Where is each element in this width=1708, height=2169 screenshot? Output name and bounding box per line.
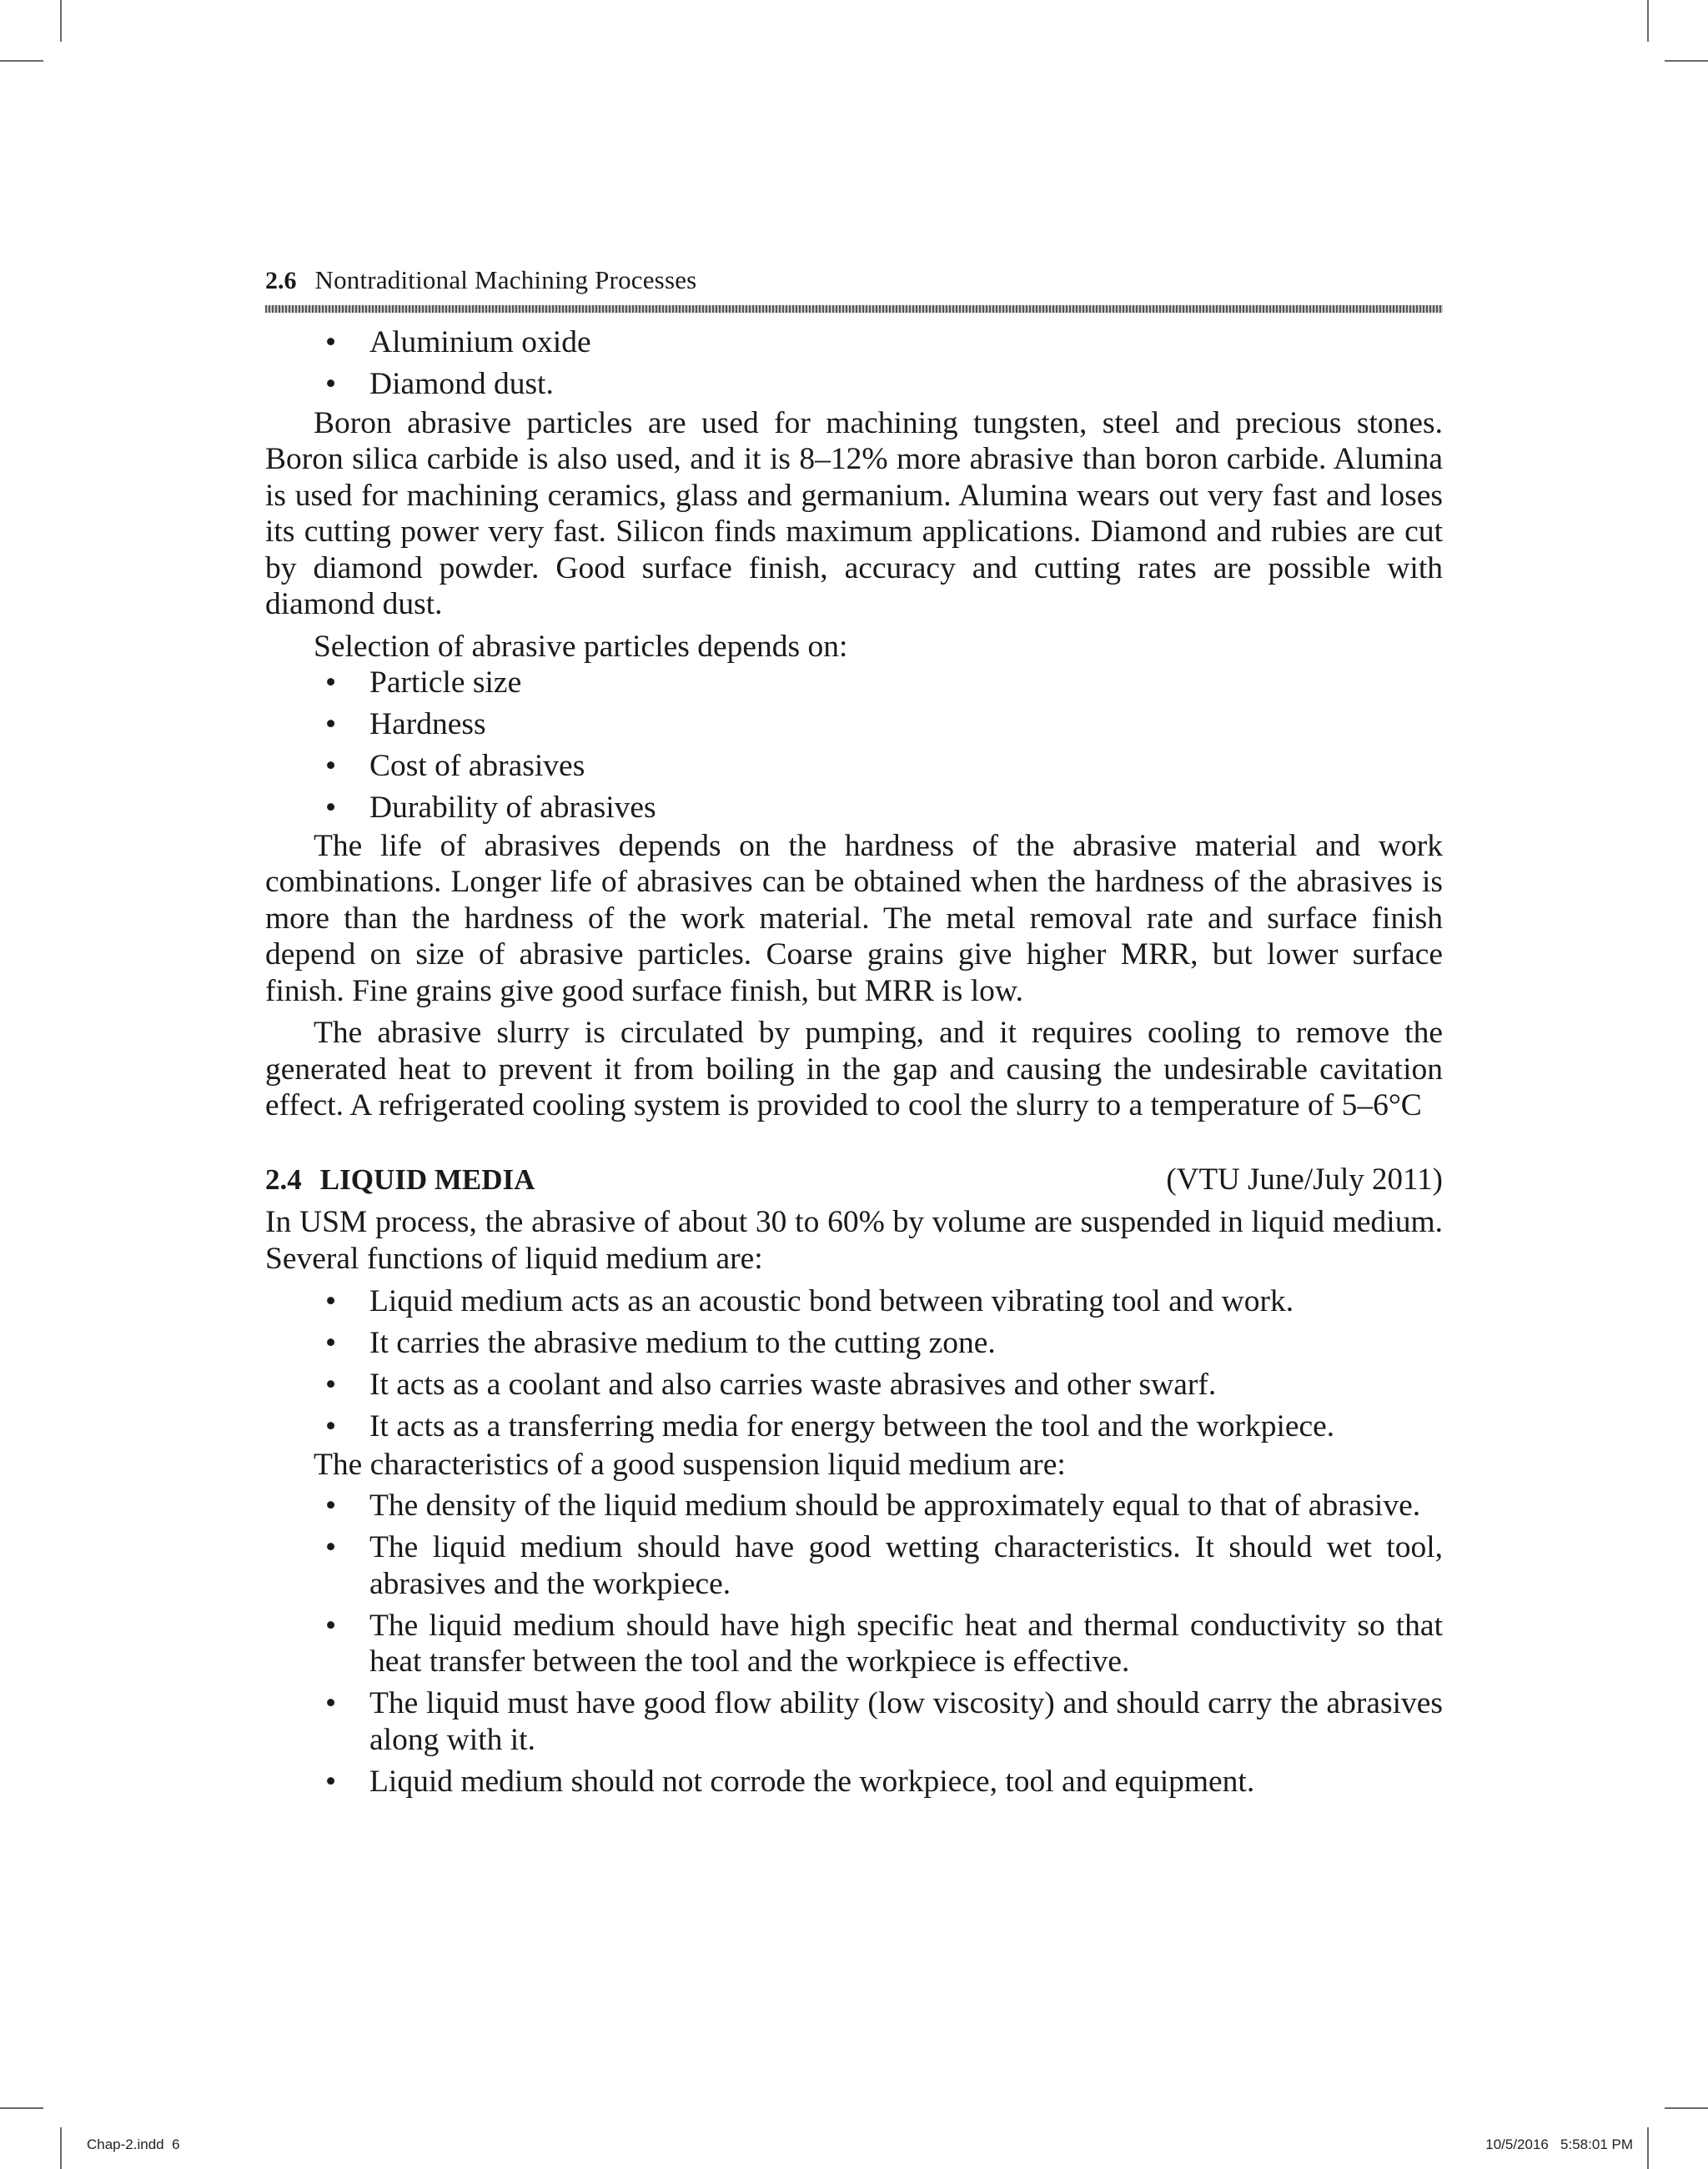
list-item: • The density of the liquid medium should be approximately equal to that of abrasive. (265, 1488, 1443, 1524)
book-title: Nontraditional Machining Processes (314, 265, 697, 294)
slug-timestamp: 10/5/2016 5:58:01 PM (1485, 2136, 1633, 2152)
paragraph-usm: In USM process, the abrasive of about 30 to 60% by volume are suspended in liquid medium. Several functions of liquid medium are: (265, 1205, 1443, 1276)
page-number: 2.6 (265, 267, 297, 294)
list-item: • It acts as a coolant and also carries waste abrasives and other swarf. (265, 1367, 1443, 1403)
abrasive-types-list (265, 324, 1443, 403)
header-rule (265, 305, 1443, 313)
paragraph-boron: Boron abrasive particles are used for machining tungsten, steel and precious stones. Boron silica carbide is also used, and it is 8–12% more abrasive than boron carbide. Alumina is used for machining ceramics, glass and germanium. Alumina wears out very fast and loses its cutting power very fast. Silicon finds maximum applications. Diamond and rubies are cut by diamond powder. Good surface finish, accuracy and cutting rates are possible with diamond dust. (265, 405, 1443, 621)
list-item: • Durability of abrasives (265, 790, 1443, 826)
section-title-group (265, 1162, 535, 1198)
list-item: • Diamond dust. (265, 366, 1443, 403)
section-heading (265, 1162, 1443, 1198)
page-body (265, 324, 1443, 1805)
crop-mark-bottom-right (1647, 2127, 1649, 2169)
crop-mark-top-right-horizontal (1665, 60, 1708, 62)
section-number: 2.4 (265, 1162, 302, 1196)
list-item: • Hardness (265, 706, 1443, 743)
characteristics-list (265, 1488, 1443, 1800)
paragraph-slurry: The abrasive slurry is circulated by pumping, and it requires cooling to remove the generated heat to prevent it from boiling in the gap and causing the undesirable cavitation effect. A refrigerated cooling system is provided to cool the slurry to a temperature of 5–6°C (265, 1016, 1443, 1122)
list-item: • Liquid medium acts as an acoustic bond between vibrating tool and work. (265, 1283, 1443, 1320)
list-item: • Cost of abrasives (265, 748, 1443, 785)
crop-mark-top-left (60, 0, 62, 42)
list-item: • It acts as a transferring media for energy between the tool and the workpiece. (265, 1408, 1443, 1445)
slug-filename: Chap-2.indd 6 (87, 2136, 180, 2152)
list-item: • The liquid medium should have good wetting characteristics. It should wet tool, abrasives and the workpiece. (265, 1529, 1443, 1602)
functions-list (265, 1283, 1443, 1445)
characteristics-lead: The characteristics of a good suspension liquid medium are: (314, 1447, 1066, 1482)
crop-mark-top-left-horizontal (0, 60, 43, 62)
crop-mark-bottom-left-horizontal (0, 2107, 43, 2109)
crop-mark-top-right (1647, 0, 1649, 42)
list-item: • Particle size (265, 665, 1443, 701)
paragraph-life: The life of abrasives depends on the hardness of the abrasive material and work combinations. Longer life of abrasives can be obtained when the hardness of the abrasives is more than the hardness of the work material. The metal removal rate and surface finish depend on size of abrasive particles. Coarse grains give higher MRR, but lower surface finish. Fine grains give good surface finish, but MRR is low. (265, 828, 1443, 1008)
exam-reference: (VTU June/July 2011) (1166, 1162, 1443, 1197)
list-item: • The liquid must have good flow ability (low viscosity) and should carry the abrasives along with it. (265, 1685, 1443, 1758)
selection-list (265, 665, 1443, 826)
section-title: LIQUID MEDIA (319, 1162, 535, 1196)
running-head (265, 264, 1443, 298)
crop-mark-bottom-right-horizontal (1665, 2107, 1708, 2109)
list-item: • The liquid medium should have high specific heat and thermal conductivity so that heat transfer between the tool and the workpiece is effective. (265, 1608, 1443, 1680)
list-item: • It carries the abrasive medium to the cutting zone. (265, 1325, 1443, 1362)
crop-mark-bottom-left (60, 2127, 62, 2169)
list-item: • Liquid medium should not corrode the workpiece, tool and equipment. (265, 1764, 1443, 1800)
list-item: • Aluminium oxide (265, 324, 1443, 361)
selection-lead: Selection of abrasive particles depends on: (314, 629, 848, 664)
